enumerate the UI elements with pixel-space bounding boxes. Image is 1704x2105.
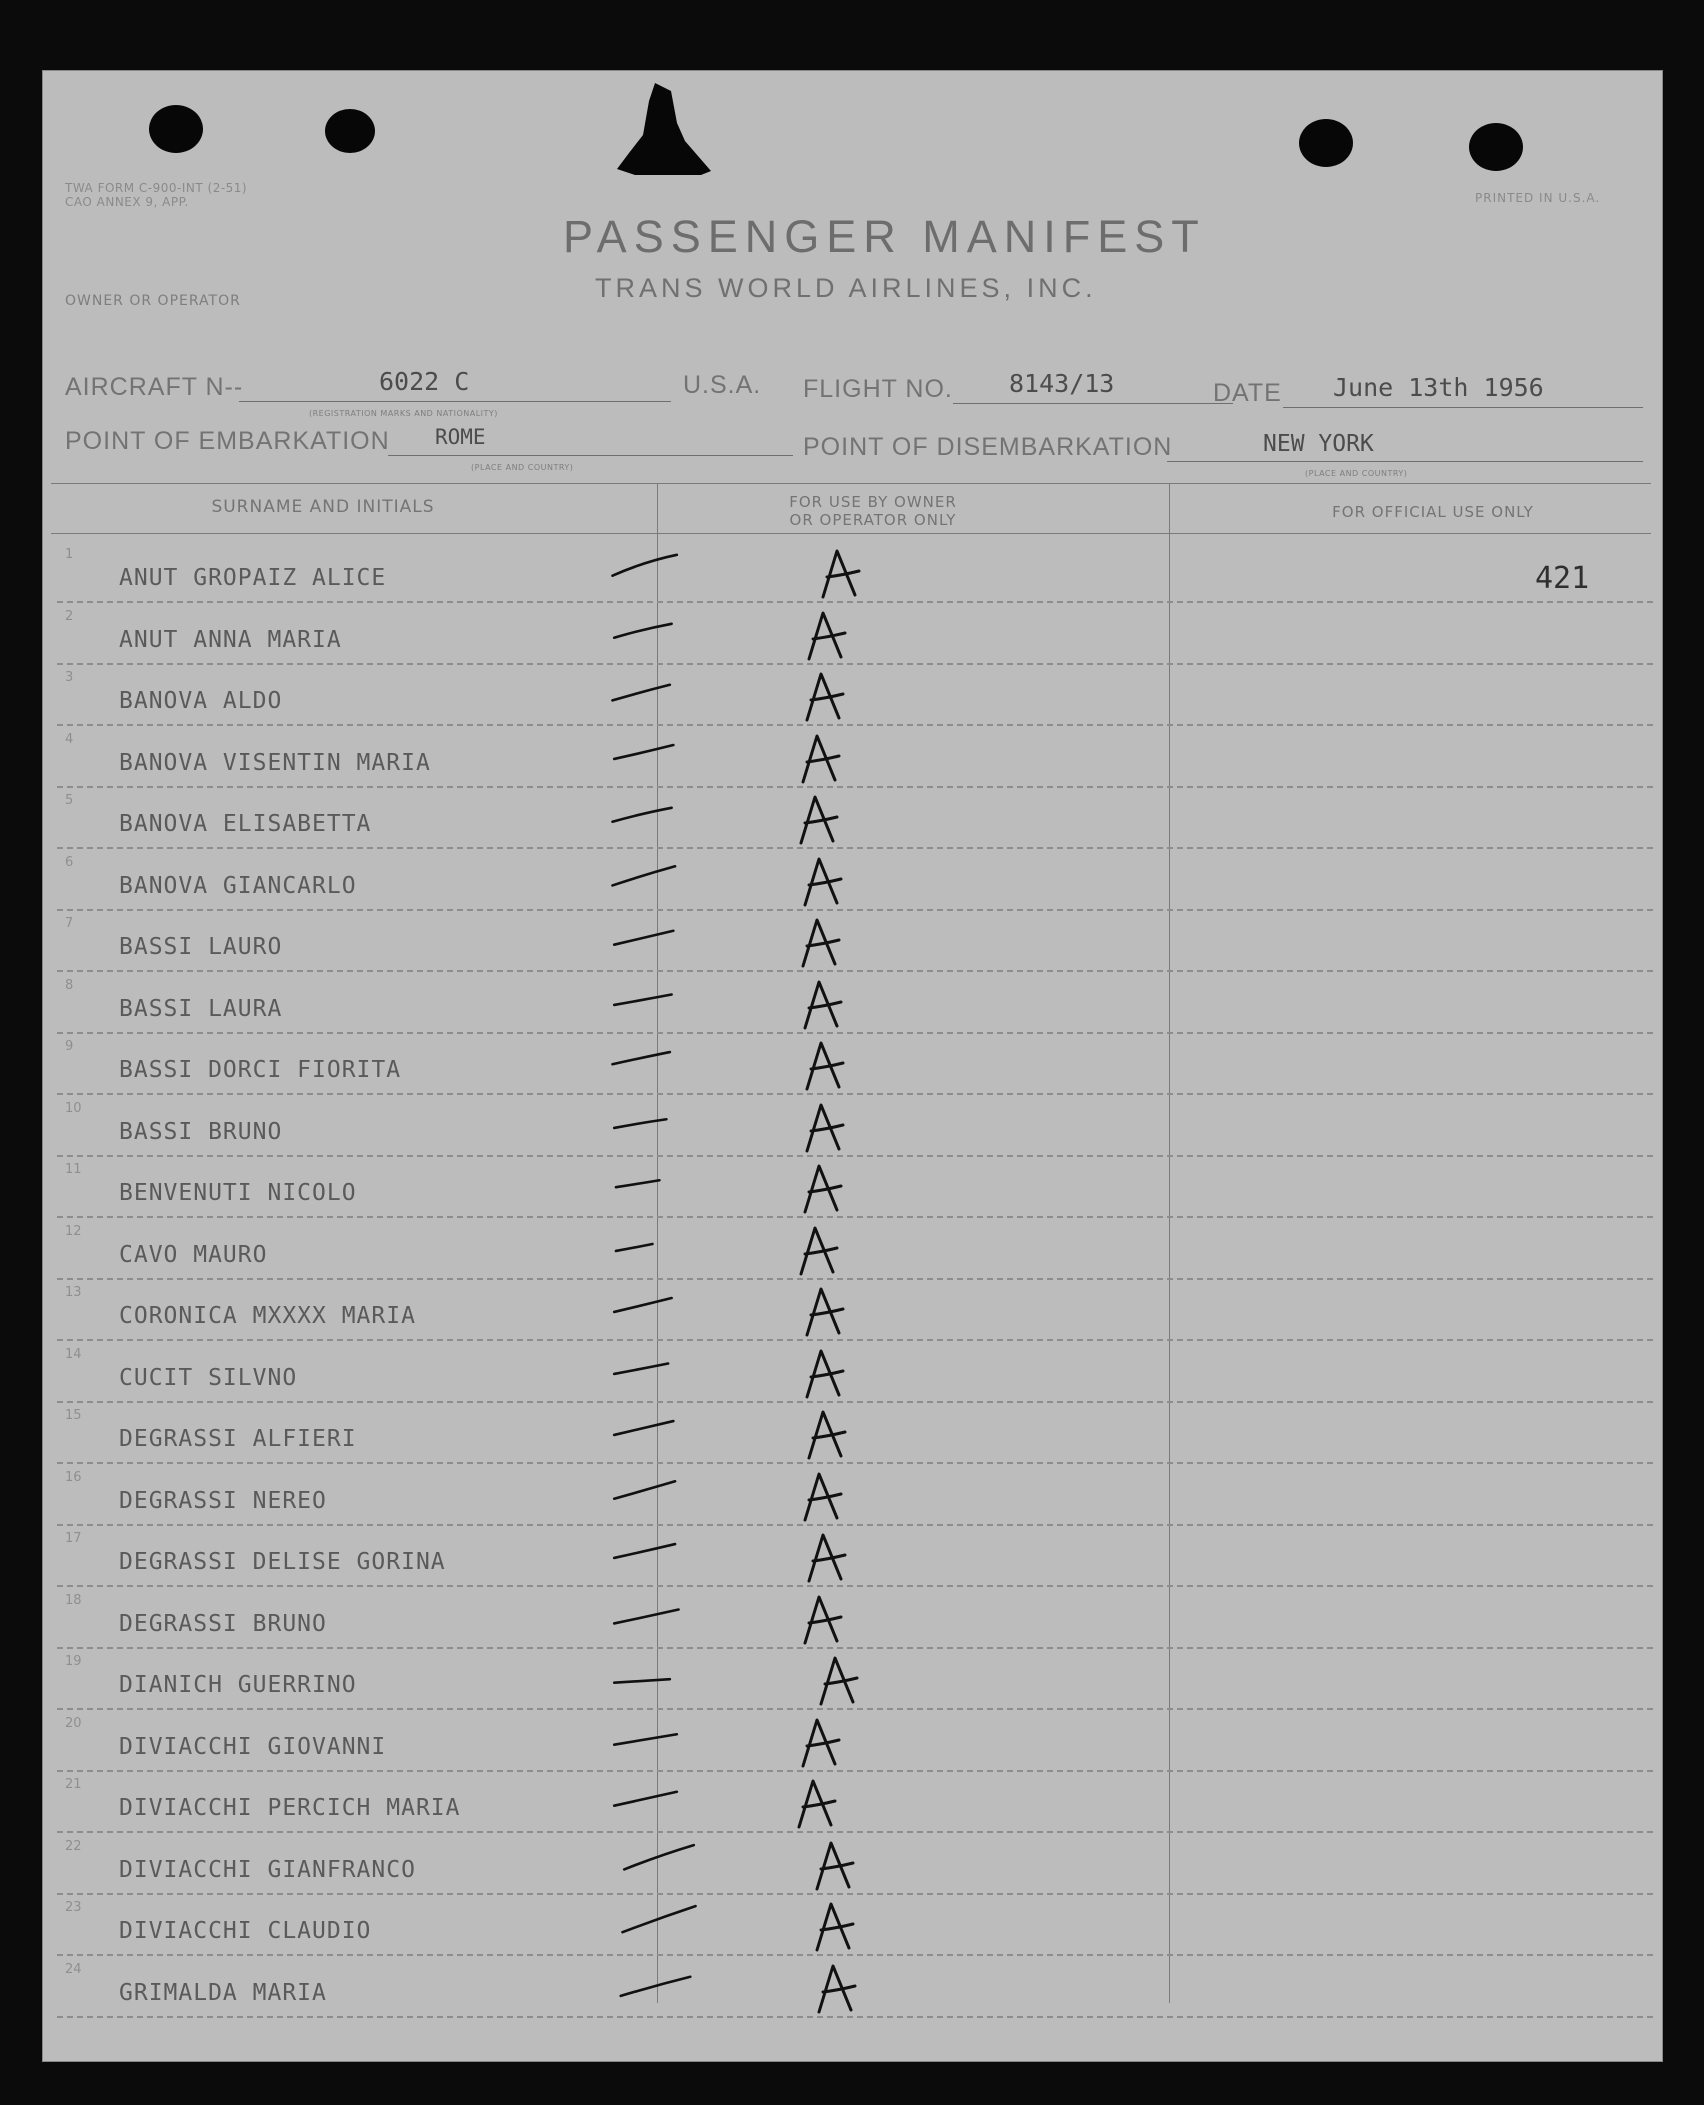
handwritten-mark (799, 1406, 859, 1462)
table-row (43, 1833, 1662, 1895)
check-dash-mark (609, 918, 689, 954)
handwritten-mark (799, 1529, 859, 1585)
flight-underline (953, 403, 1233, 404)
date-underline (1283, 407, 1643, 408)
handwritten-mark (793, 914, 853, 970)
check-dash-mark (609, 1656, 689, 1692)
embarkation-caption: (PLACE AND COUNTRY) (471, 463, 574, 472)
passenger-name: DEGRASSI DELISE GORINA (119, 1549, 446, 1575)
table-row (43, 541, 1662, 603)
row-number: 18 (65, 1592, 82, 1608)
letter-a-glyph (797, 668, 857, 724)
flight-value: 8143/13 (1009, 369, 1115, 398)
check-dash-mark (609, 1041, 689, 1077)
handwritten-mark (795, 1160, 855, 1216)
table-row (43, 1894, 1662, 1956)
row-number: 22 (65, 1838, 82, 1854)
aircraft-value: 6022 C (379, 367, 470, 396)
check-dash-mark (619, 1841, 699, 1877)
date-value: June 13th 1956 (1333, 373, 1544, 402)
passenger-name: BASSI BRUNO (119, 1118, 283, 1145)
check-dash-mark (619, 1902, 699, 1938)
letter-a-glyph (799, 1406, 859, 1462)
passenger-name: CAVO MAURO (119, 1241, 268, 1268)
form-number-line: CAO ANNEX 9, APP. (65, 195, 189, 209)
table-row (43, 1525, 1662, 1587)
row-number: 16 (65, 1469, 82, 1485)
table-row (43, 1095, 1662, 1157)
embarkation-underline (388, 455, 793, 456)
embarkation-value: ROME (435, 425, 486, 449)
header-bottom-rule (51, 533, 1651, 534)
table-row (43, 1218, 1662, 1280)
table-row (43, 1648, 1662, 1710)
row-number: 24 (65, 1961, 82, 1977)
handwritten-mark (791, 791, 851, 847)
form-number-line: TWA FORM C-900-INT (2-51) (65, 181, 248, 195)
passenger-name: DIVIACCHI GIANFRANCO (119, 1856, 416, 1883)
letter-a-glyph (795, 1160, 855, 1216)
check-dash-mark (609, 795, 689, 831)
official-note: 421 (1535, 561, 1590, 596)
check-dash-mark (609, 1103, 689, 1139)
check-dash-mark (609, 1164, 689, 1200)
passenger-name: BANOVA ALDO (119, 688, 283, 714)
check-dash-mark (609, 1349, 689, 1385)
table-row (43, 972, 1662, 1034)
letter-a-glyph (795, 976, 855, 1032)
handwritten-mark (797, 1037, 857, 1093)
row-rule (57, 2016, 1653, 2018)
check-dash-mark (609, 734, 689, 770)
passenger-name: CUCIT SILVNO (119, 1364, 298, 1391)
passenger-name: DEGRASSI NEREO (119, 1487, 327, 1514)
handwritten-mark (797, 668, 857, 724)
row-number: 6 (65, 854, 74, 870)
row-number: 15 (65, 1408, 82, 1423)
aircraft-caption: (REGISTRATION MARKS AND NATIONALITY) (309, 409, 498, 418)
passenger-name: DEGRASSI ALFIERI (119, 1426, 357, 1452)
airline-name: TRANS WORLD AIRLINES, INC. (595, 273, 1097, 303)
check-dash-mark (609, 1718, 689, 1754)
check-dash-mark (619, 1964, 699, 2000)
passenger-name: DIVIACCHI PERCICH MARIA (119, 1795, 461, 1821)
letter-a-glyph (793, 1714, 853, 1770)
table-row (43, 1956, 1662, 2018)
passenger-name: BASSI LAURA (119, 995, 283, 1022)
letter-a-glyph (811, 1652, 871, 1708)
handwritten-mark (797, 1099, 857, 1155)
check-dash-mark (609, 1779, 689, 1815)
check-dash-mark (609, 1410, 689, 1446)
owner-use-header-line: FOR USE BY OWNER (789, 493, 957, 511)
handwritten-mark (795, 1591, 855, 1647)
table-row (43, 787, 1662, 849)
usa-label: U.S.A. (683, 371, 762, 399)
letter-a-glyph (795, 1591, 855, 1647)
passenger-name: BENVENUTI NICOLO (119, 1180, 357, 1206)
punch-hole (149, 105, 203, 153)
aircraft-label: AIRCRAFT N-- (65, 373, 244, 401)
disembarkation-caption: (PLACE AND COUNTRY) (1305, 469, 1408, 478)
check-dash-mark (609, 1533, 689, 1569)
table-row (43, 1033, 1662, 1095)
handwritten-mark (799, 607, 859, 663)
table-row (43, 849, 1662, 911)
disembarkation-label: POINT OF DISEMBARKATION (803, 433, 1173, 461)
letter-a-glyph (813, 545, 873, 601)
handwritten-mark (797, 1345, 857, 1401)
passenger-name: GRIMALDA MARIA (119, 1979, 327, 2006)
row-number: 10 (65, 1100, 82, 1116)
passenger-name: CORONICA MXXXX MARIA (119, 1303, 416, 1329)
check-dash-mark (609, 857, 689, 893)
passenger-name: DIVIACCHI CLAUDIO (119, 1918, 372, 1944)
handwritten-mark (795, 1468, 855, 1524)
letter-a-glyph (791, 791, 851, 847)
row-number: 21 (65, 1777, 82, 1792)
table-row (43, 1464, 1662, 1526)
row-number: 19 (65, 1654, 82, 1669)
owner-use-column-header (743, 493, 1003, 529)
passenger-name: DIVIACCHI GIOVANNI (119, 1733, 387, 1760)
handwritten-mark (811, 1652, 871, 1708)
row-number: 8 (65, 977, 74, 993)
passenger-name: BANOVA GIANCARLO (119, 872, 357, 899)
table-row (43, 1279, 1662, 1341)
table-row (43, 1587, 1662, 1649)
table-row (43, 726, 1662, 788)
passenger-name: DIANICH GUERRINO (119, 1672, 357, 1698)
row-number: 20 (65, 1715, 82, 1731)
owner-use-header-line: OR OPERATOR ONLY (789, 511, 957, 529)
official-use-column-header: FOR OFFICIAL USE ONLY (1332, 503, 1534, 521)
handwritten-mark (791, 1222, 851, 1278)
letter-a-glyph (797, 1037, 857, 1093)
table-row (43, 1341, 1662, 1403)
date-label: DATE (1213, 379, 1282, 407)
letter-a-glyph (797, 1345, 857, 1401)
row-number: 14 (65, 1346, 82, 1362)
letter-a-glyph (807, 1837, 867, 1893)
check-dash-mark (609, 980, 689, 1016)
row-number: 11 (65, 1162, 82, 1177)
disembarkation-underline (1167, 461, 1643, 462)
handwritten-mark (795, 853, 855, 909)
table-row (43, 1156, 1662, 1218)
letter-a-glyph (795, 853, 855, 909)
passenger-name: BASSI LAURO (119, 934, 283, 960)
letter-a-glyph (793, 914, 853, 970)
letter-a-glyph (809, 1960, 869, 2016)
letter-a-glyph (799, 1529, 859, 1585)
manifest-page (42, 70, 1663, 2062)
row-number: 23 (65, 1900, 82, 1915)
handwritten-mark (813, 545, 873, 601)
surname-column-header: SURNAME AND INITIALS (211, 497, 435, 517)
letter-a-glyph (791, 1222, 851, 1278)
handwritten-mark (807, 1898, 867, 1954)
page-title: PASSENGER MANIFEST (563, 211, 1206, 262)
letter-a-glyph (807, 1898, 867, 1954)
table-row (43, 1771, 1662, 1833)
table-row (43, 1710, 1662, 1772)
handwritten-mark (789, 1775, 849, 1831)
owner-operator-label: OWNER OR OPERATOR (65, 293, 241, 309)
passenger-name: BANOVA ELISABETTA (119, 811, 372, 837)
disembarkation-value: NEW YORK (1263, 431, 1374, 457)
passenger-name: ANUT GROPAIZ ALICE (119, 565, 387, 591)
letter-a-glyph (793, 730, 853, 786)
letter-a-glyph (797, 1099, 857, 1155)
check-dash-mark (609, 1472, 689, 1508)
passenger-name: BANOVA VISENTIN MARIA (119, 749, 431, 776)
punch-hole (325, 109, 375, 153)
check-dash-mark (609, 611, 689, 647)
punch-hole (1469, 123, 1523, 171)
punch-notch (615, 83, 715, 175)
punch-hole (1299, 119, 1353, 167)
handwritten-mark (793, 1714, 853, 1770)
check-dash-mark (609, 1595, 689, 1631)
row-number: 3 (65, 670, 74, 685)
handwritten-mark (795, 976, 855, 1032)
row-number: 7 (65, 916, 74, 931)
form-number (65, 181, 247, 209)
table-row (43, 603, 1662, 665)
table-row (43, 910, 1662, 972)
row-number: 13 (65, 1285, 82, 1300)
handwritten-mark (807, 1837, 867, 1893)
row-number: 2 (65, 608, 74, 624)
handwritten-mark (809, 1960, 869, 2016)
embarkation-label: POINT OF EMBARKATION (65, 427, 390, 455)
row-number: 4 (65, 731, 74, 747)
row-number: 1 (65, 547, 74, 562)
header-top-rule (51, 483, 1651, 484)
passenger-name: BASSI DORCI FIORITA (119, 1057, 402, 1083)
check-dash-mark (609, 549, 689, 585)
passenger-name: DEGRASSI BRUNO (119, 1610, 327, 1637)
letter-a-glyph (797, 1283, 857, 1339)
aircraft-underline (239, 401, 671, 402)
row-number: 5 (65, 793, 74, 808)
letter-a-glyph (799, 607, 859, 663)
letter-a-glyph (795, 1468, 855, 1524)
passenger-name: ANUT ANNA MARIA (119, 626, 342, 653)
table-row (43, 1402, 1662, 1464)
check-dash-mark (609, 1287, 689, 1323)
table-row (43, 664, 1662, 726)
letter-a-glyph (789, 1775, 849, 1831)
row-number: 12 (65, 1223, 82, 1239)
check-dash-mark (609, 672, 689, 708)
check-dash-mark (609, 1226, 689, 1262)
handwritten-mark (793, 730, 853, 786)
flight-label: FLIGHT NO. (803, 375, 953, 403)
printed-in-label: PRINTED IN U.S.A. (1475, 191, 1601, 205)
row-number: 17 (65, 1531, 82, 1546)
handwritten-mark (797, 1283, 857, 1339)
row-number: 9 (65, 1039, 74, 1054)
